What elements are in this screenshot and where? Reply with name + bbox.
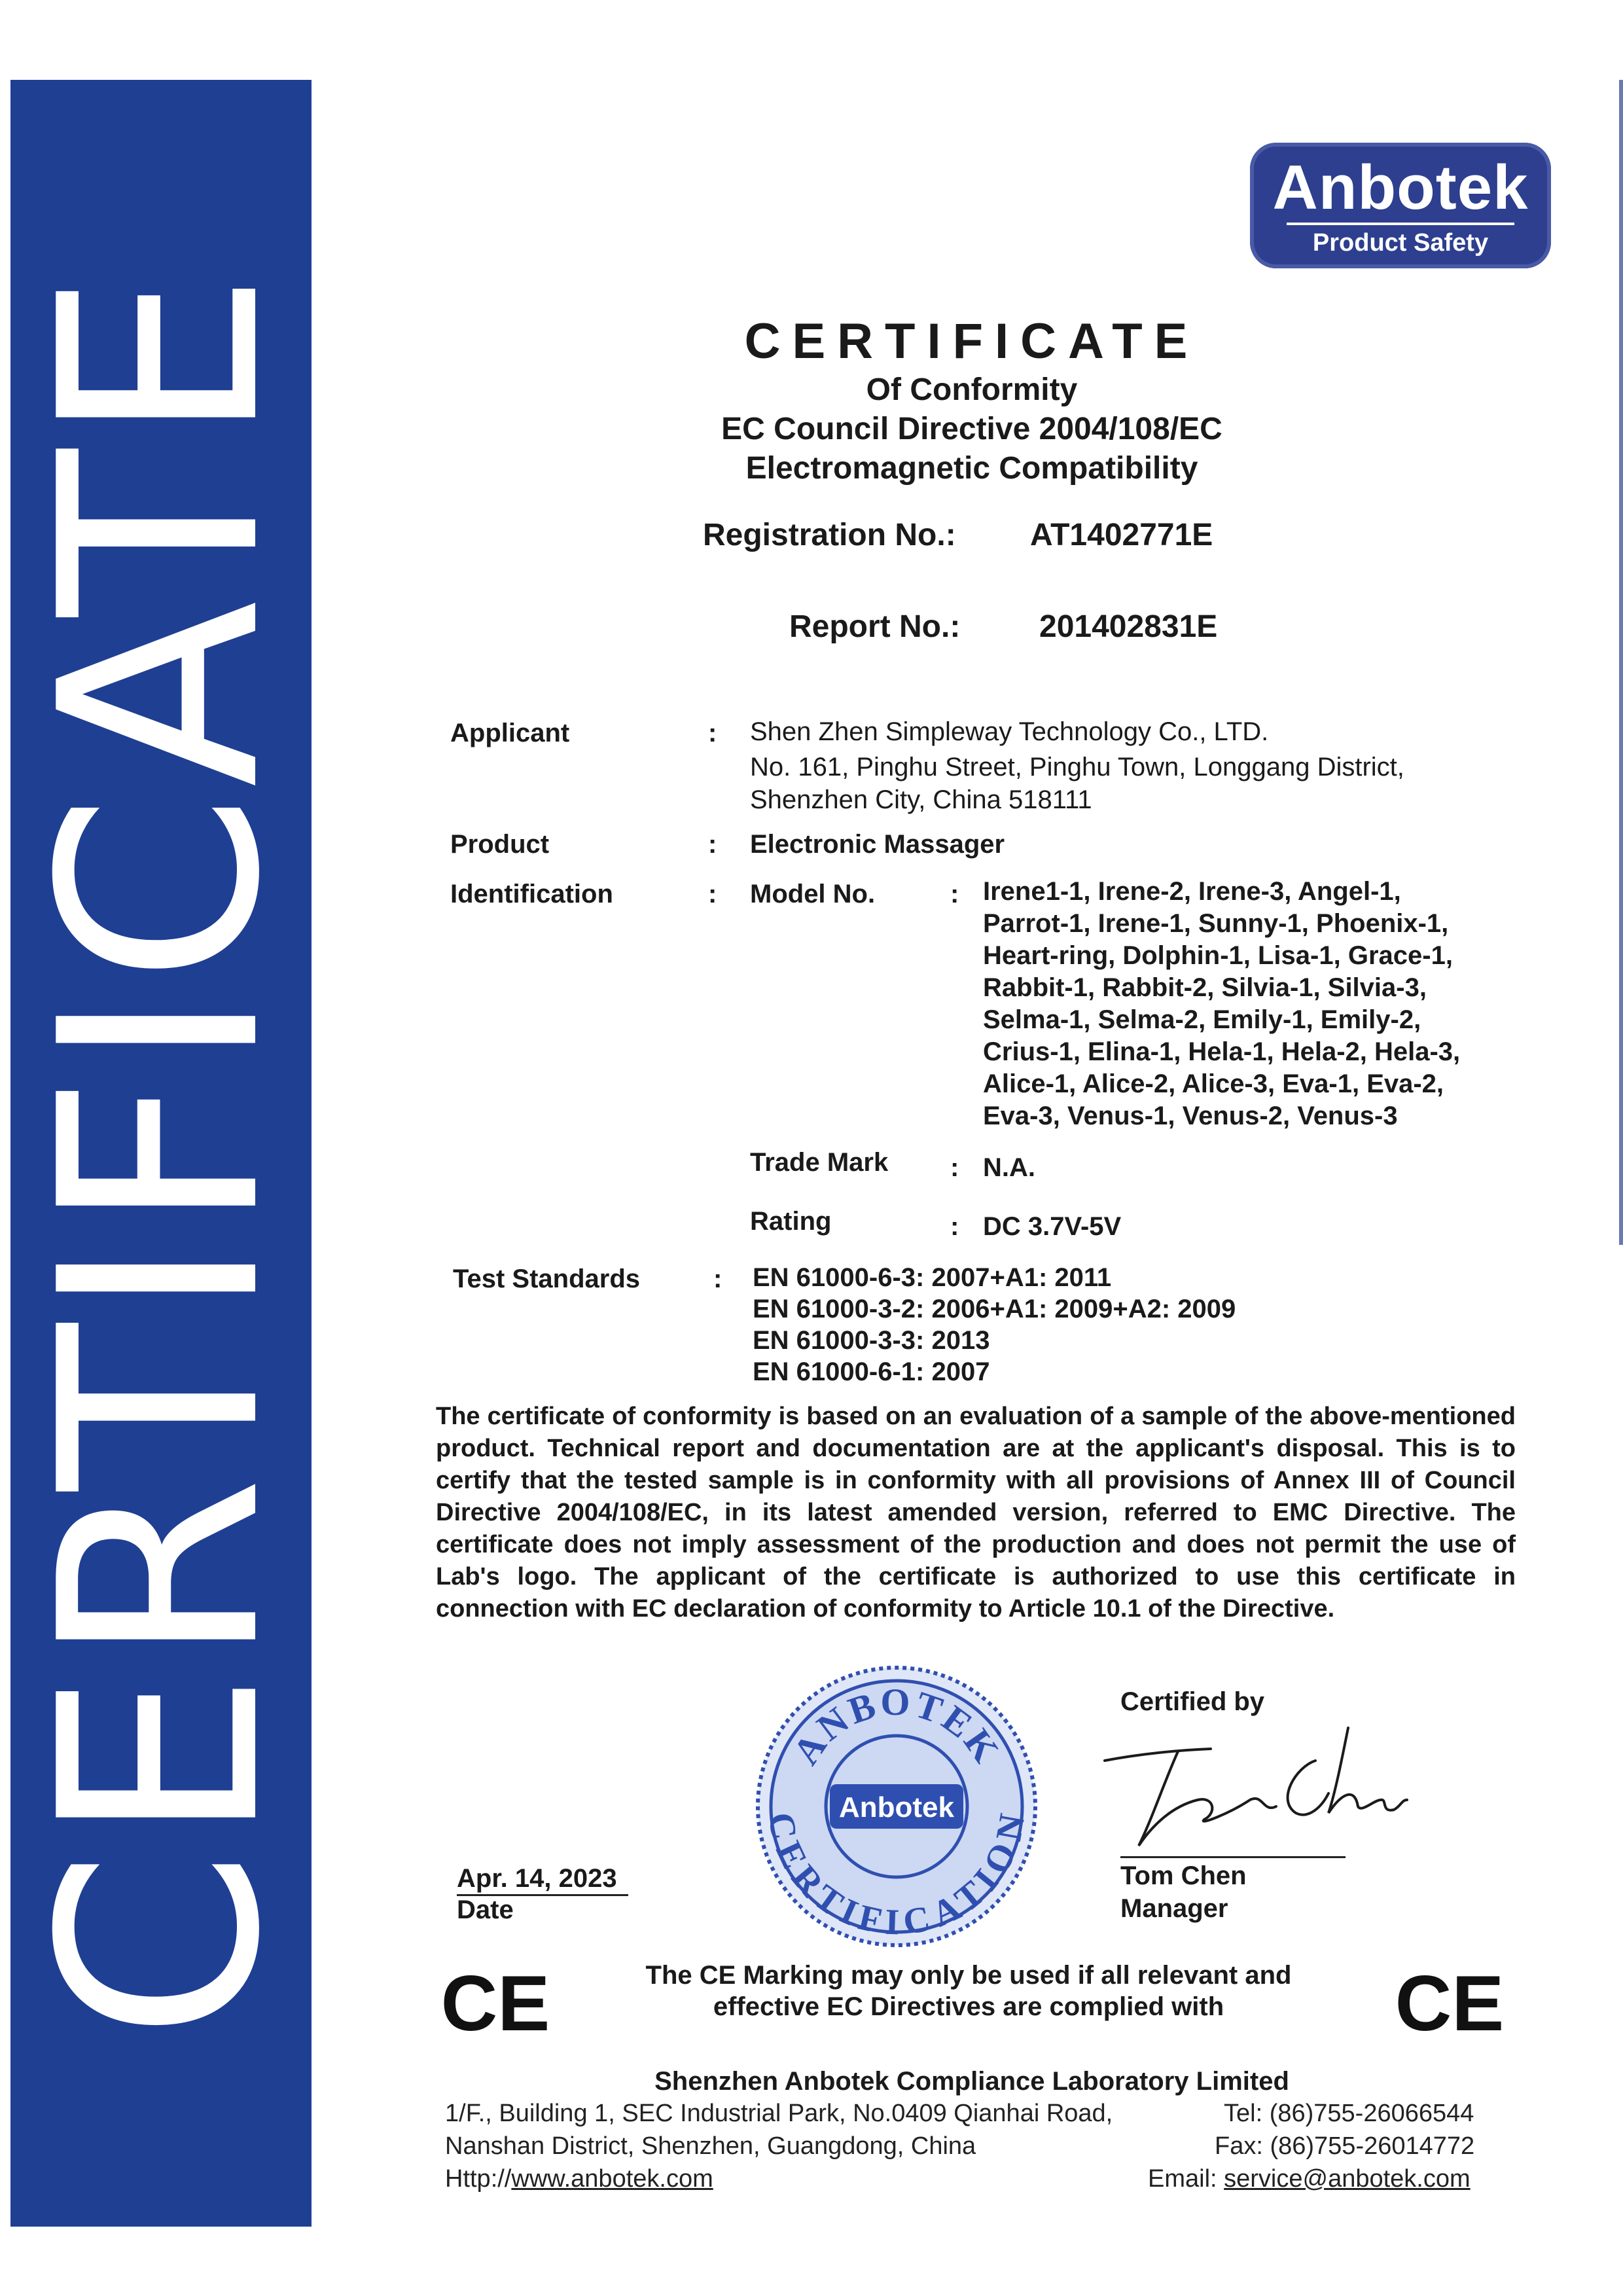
report-value: 201402831E xyxy=(1039,609,1218,644)
lab-fax: Fax: (86)755-26014772 xyxy=(1215,2132,1475,2160)
standard-item: EN 61000-6-1: 2007 xyxy=(753,1357,990,1386)
date-label: Date xyxy=(457,1895,514,1924)
rating-colon: : xyxy=(950,1212,959,1241)
registration-label: Registration No.: xyxy=(703,518,956,552)
product-colon: : xyxy=(708,830,717,859)
seal-top-text: ANBOTEK xyxy=(784,1680,1009,1772)
applicant-name: Shen Zhen Simpleway Technology Co., LTD. xyxy=(750,717,1269,746)
test-standards-colon: : xyxy=(713,1265,722,1293)
standard-item: EN 61000-3-3: 2013 xyxy=(753,1326,990,1355)
product-label: Product xyxy=(450,830,550,859)
ce-mark-right-symbol: CE xyxy=(1395,1962,1505,2041)
trade-mark-label: Trade Mark xyxy=(750,1148,889,1177)
model-line: Rabbit-1, Rabbit-2, Silvia-1, Silvia-3, xyxy=(983,973,1427,1002)
rating-value: DC 3.7V-5V xyxy=(983,1212,1122,1241)
certificate-title: CERTIFICATE xyxy=(744,314,1200,369)
standard-item: EN 61000-3-2: 2006+A1: 2009+A2: 2009 xyxy=(753,1295,1236,1323)
lab-email[interactable] xyxy=(1148,2165,1471,2193)
model-list xyxy=(983,876,1460,1132)
ce-mark-left xyxy=(440,1962,551,2041)
anbotek-logo xyxy=(1250,143,1551,268)
model-line: Irene1-1, Irene-2, Irene-3, Angel-1, xyxy=(983,877,1401,906)
certified-by-label: Certified by xyxy=(1120,1687,1265,1716)
subtitle-directive: EC Council Directive 2004/108/EC xyxy=(721,412,1222,446)
signer-title: Manager xyxy=(1120,1894,1228,1923)
product-value: Electronic Massager xyxy=(750,830,1005,859)
lab-website[interactable] xyxy=(445,2165,713,2193)
test-standards-label: Test Standards xyxy=(453,1265,640,1293)
email-link[interactable]: service@anbotek.com xyxy=(1224,2165,1471,2193)
website-prefix: Http:// xyxy=(445,2165,512,2193)
applicant-address-2: Shenzhen City, China 518111 xyxy=(750,785,1092,814)
rating-label: Rating xyxy=(750,1207,832,1236)
logo-name: Anbotek xyxy=(1272,152,1529,223)
signer-name: Tom Chen xyxy=(1120,1861,1247,1890)
model-line: Eva-3, Venus-1, Venus-2, Venus-3 xyxy=(983,1102,1398,1130)
side-band xyxy=(1,80,320,2227)
lab-address-2: Nanshan District, Shenzhen, Guangdong, China xyxy=(445,2132,976,2160)
applicant-label: Applicant xyxy=(450,719,570,747)
report-label: Report No.: xyxy=(789,609,961,644)
standard-item: EN 61000-6-3: 2007+A1: 2011 xyxy=(753,1263,1112,1292)
ce-marking-note-line2: effective EC Directives are complied with xyxy=(713,1992,1224,2021)
ce-mark-left-symbol: CE xyxy=(440,1962,550,2041)
conformity-statement: The certificate of conformity is based on an evaluation of a sample of the above-mentioned product. Technical report and documentation are at the applicant's disposal. This is to certify that the tested sample is in conformity with all provisions of Annex III of Council Directive 2004/108/EC, in its latest amended version, referred to EMC Directive. The certificate does not imply assessment of the production and does not permit the use of Lab's logo. The applicant of the certificate is authorized to use this certificate in connection with EC declaration of conformity to Article 10.1 of the Directive. xyxy=(436,1403,1516,1623)
seal-bottom-text: CERTIFICATION xyxy=(760,1809,1033,1943)
trade-mark-colon: : xyxy=(950,1153,959,1182)
identification-colon: : xyxy=(708,880,717,908)
lab-tel: Tel: (86)755-26066544 xyxy=(1224,2100,1474,2127)
ce-marking-note-line1: The CE Marking may only be used if all relevant and xyxy=(645,1961,1292,1990)
model-no-colon: : xyxy=(950,880,959,908)
ce-mark-right xyxy=(1394,1962,1505,2041)
model-no-label: Model No. xyxy=(750,880,876,908)
logo-divider xyxy=(1287,223,1514,225)
logo-subtitle: Product Safety xyxy=(1312,229,1489,257)
subtitle-conformity: Of Conformity xyxy=(866,372,1078,407)
model-line: Parrot-1, Irene-1, Sunny-1, Phoenix-1, xyxy=(983,909,1449,938)
model-line: Heart-ring, Dolphin-1, Lisa-1, Grace-1, xyxy=(983,941,1453,970)
model-line: Crius-1, Elina-1, Hela-1, Hela-2, Hela-3, xyxy=(983,1037,1461,1066)
model-line: Alice-1, Alice-2, Alice-3, Eva-1, Eva-2, xyxy=(983,1069,1444,1098)
identification-label: Identification xyxy=(450,880,613,908)
anbotek-certification-seal xyxy=(753,1662,1041,1950)
side-word-wrap xyxy=(1,80,320,2227)
issue-date: Apr. 14, 2023 xyxy=(457,1864,617,1893)
email-label: Email: xyxy=(1148,2165,1217,2193)
seal-center-text: Anbotek xyxy=(839,1791,954,1823)
applicant-address-1: No. 161, Pinghu Street, Pinghu Town, Longgang District, xyxy=(750,753,1404,781)
model-line: Selma-1, Selma-2, Emily-1, Emily-2, xyxy=(983,1005,1421,1034)
applicant-colon: : xyxy=(708,719,717,747)
side-band-word: CERTIFICATE xyxy=(1,266,320,2041)
lab-address-1: 1/F., Building 1, SEC Industrial Park, No.0409 Qianhai Road, xyxy=(445,2100,1113,2127)
trade-mark-value: N.A. xyxy=(983,1153,1035,1182)
website-link[interactable]: www.anbotek.com xyxy=(511,2165,713,2193)
subtitle-emc: Electromagnetic Compatibility xyxy=(745,451,1198,486)
registration-value: AT1402771E xyxy=(1030,518,1213,552)
signature-mark xyxy=(1099,1715,1414,1859)
signature-line xyxy=(1120,1856,1346,1858)
right-edge-rule xyxy=(1619,80,1623,1245)
lab-name: Shenzhen Anbotek Compliance Laboratory Limited xyxy=(654,2067,1289,2096)
